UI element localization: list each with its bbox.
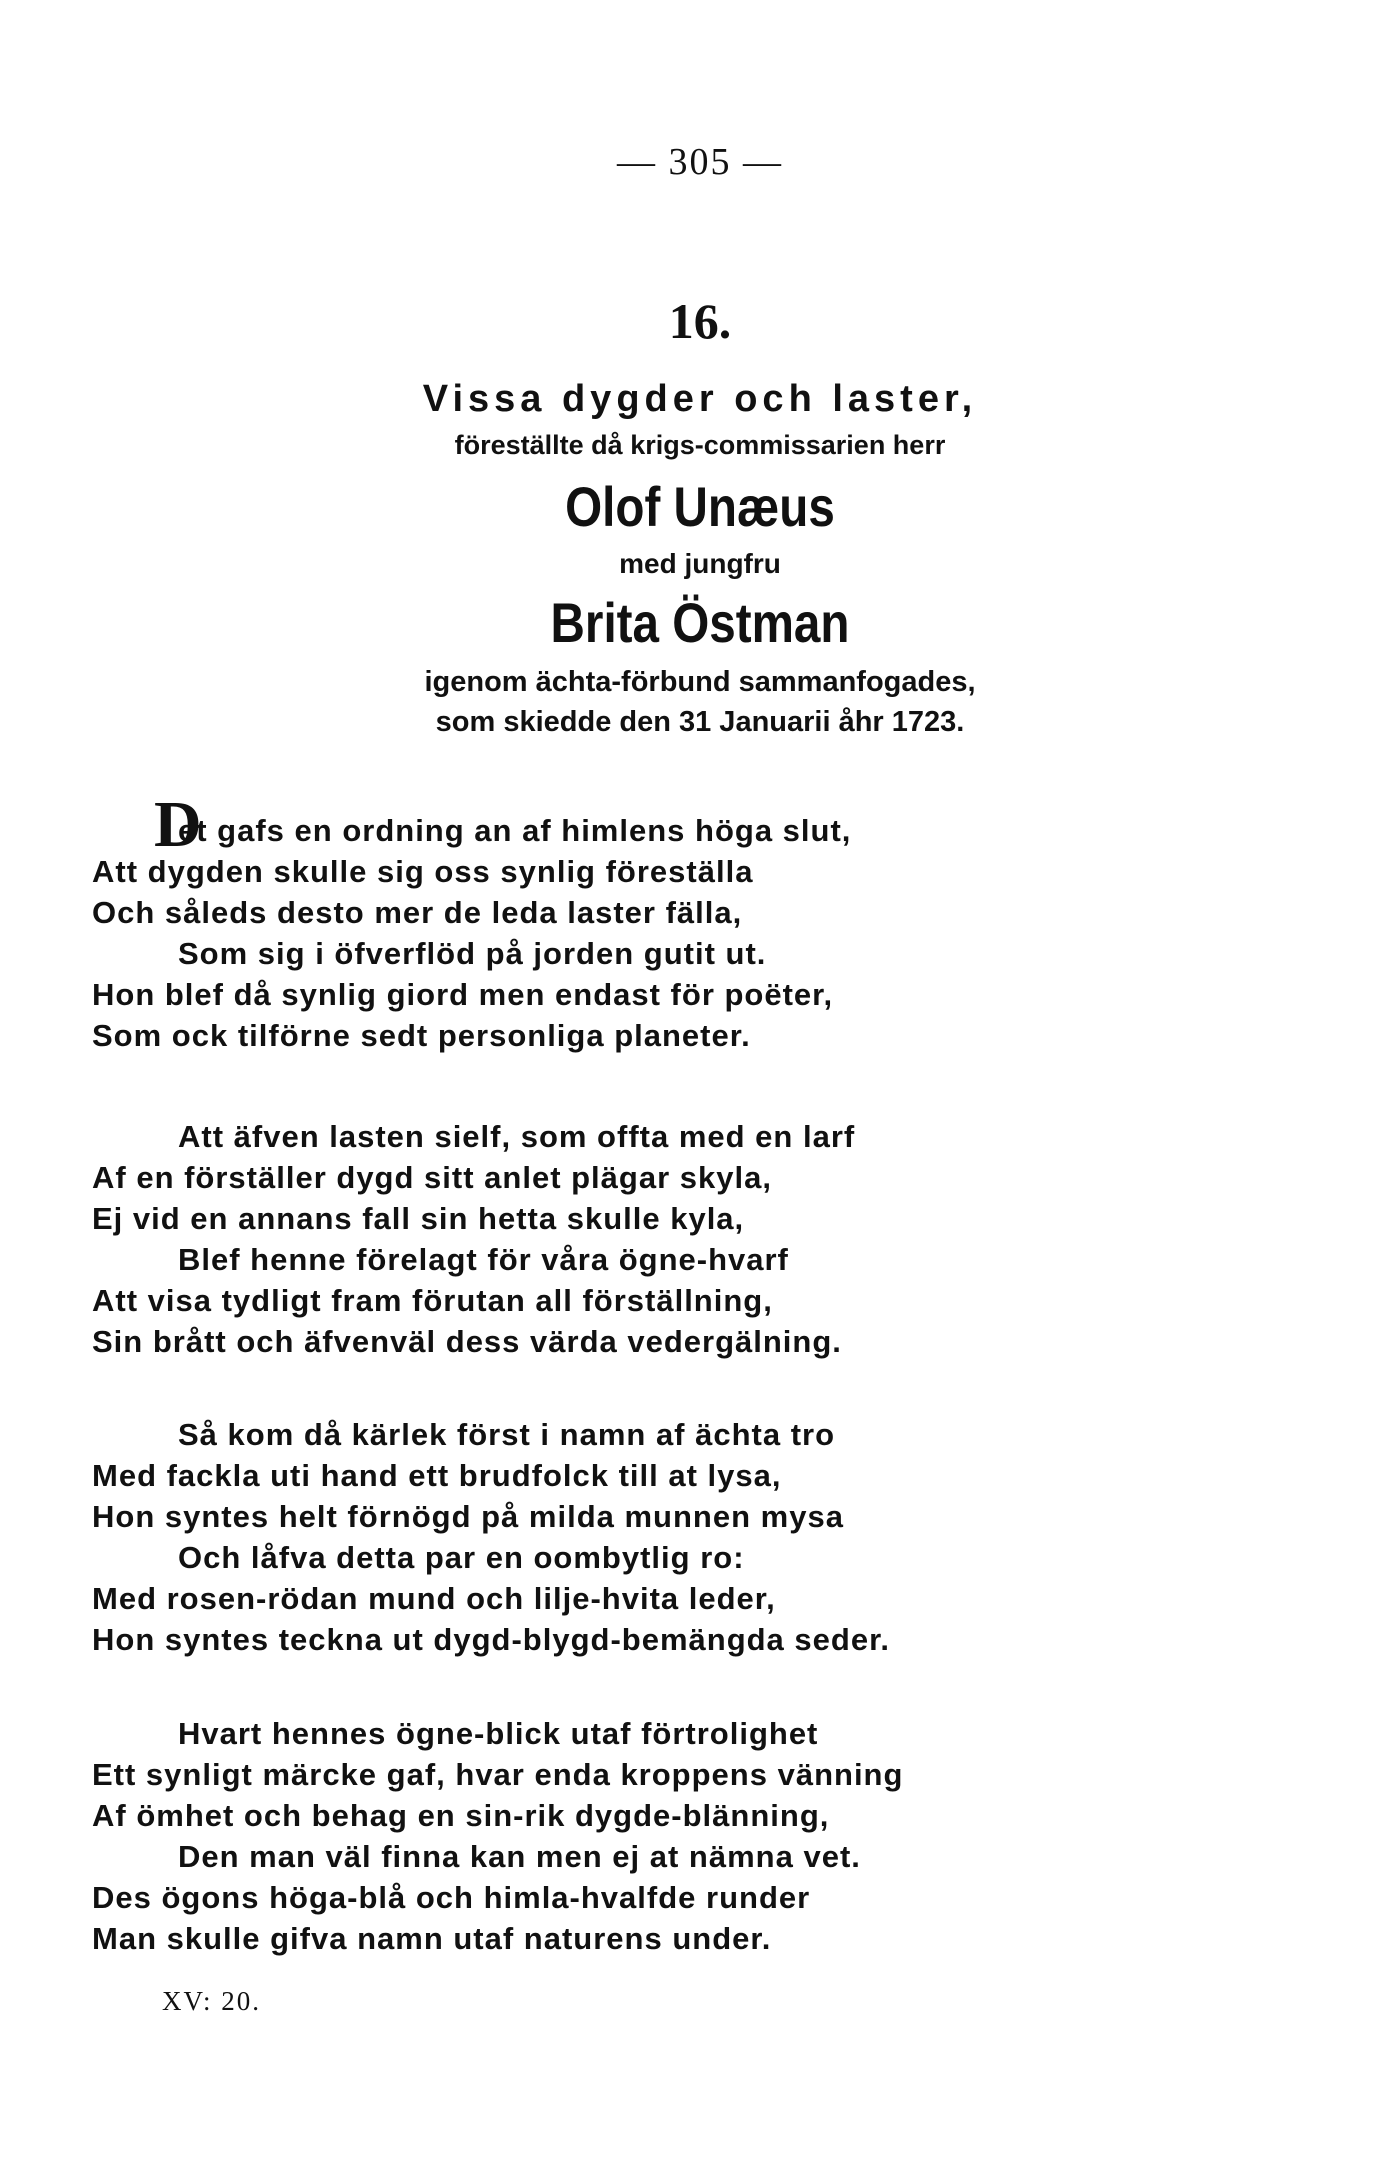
poem-line: Med fackla uti hand ett brudfolck till at lysa, bbox=[92, 1458, 782, 1493]
poem-line: Som sig i öfverflöd på jorden gutit ut. bbox=[178, 936, 767, 971]
poem-line: Hon syntes teckna ut dygd-blygd-bemängda seder. bbox=[92, 1622, 891, 1657]
poem-line: Att visa tydligt fram förutan all förställning, bbox=[92, 1283, 773, 1318]
poem-line: Hon blef då synlig giord men endast för poëter, bbox=[92, 977, 834, 1012]
poem-line: Den man väl finna kan men ej at nämna vet. bbox=[178, 1839, 861, 1874]
page-number: — 305 — bbox=[617, 141, 783, 183]
poem-line: Af ömhet och behag en sin-rik dygde-blänning, bbox=[92, 1798, 830, 1833]
title-line-1: Vissa dygder och laster, bbox=[422, 378, 978, 420]
stanza-1 bbox=[92, 788, 1312, 1056]
bride-name: Brita Östman bbox=[550, 591, 850, 654]
drop-cap: D bbox=[154, 788, 203, 861]
poem-line: Des ögons höga-blå och himla-hvalfde runder bbox=[92, 1880, 811, 1915]
poem-line: Man skulle gifva namn utaf naturens under. bbox=[92, 1921, 772, 1956]
poem-line: Af en förställer dygd sitt anlet plägar skyla, bbox=[92, 1160, 772, 1195]
poem-line: Blef henne förelagt för våra ögne-hvarf bbox=[178, 1242, 789, 1277]
poem-line bbox=[92, 788, 1312, 861]
poem-line: Att dygden skulle sig oss synlig föreställa bbox=[92, 854, 754, 889]
groom-name: Olof Unæus bbox=[565, 475, 835, 538]
poem-line: Sin brått och äfvenväl dess värda vedergälning. bbox=[92, 1324, 842, 1359]
title-line-2: föreställte då krigs-commissarien herr bbox=[454, 430, 946, 460]
stanza-4 bbox=[92, 1713, 1312, 1959]
poem-line: Som ock tilförne sedt personliga planeter. bbox=[92, 1018, 751, 1053]
poem-line: Ett synligt märcke gaf, hvar enda kroppens vänning bbox=[92, 1757, 904, 1792]
title-line-3: med jungfru bbox=[619, 548, 781, 579]
poem-line: Ej vid en annans fall sin hetta skulle kyla, bbox=[92, 1201, 745, 1236]
stanza-2 bbox=[92, 1116, 1312, 1362]
poem-line: Att äfven lasten sielf, som offta med en larf bbox=[178, 1119, 856, 1154]
poem-line: Och låfva detta par en oombytlig ro: bbox=[178, 1540, 745, 1575]
poem-line: Hon syntes helt förnögd på milda munnen mysa bbox=[92, 1499, 844, 1534]
stanza-3 bbox=[92, 1414, 1312, 1660]
title-line-4: igenom ächta-förbund sammanfogades, bbox=[424, 666, 976, 698]
poem-line: Och såleds desto mer de leda laster fälla, bbox=[92, 895, 743, 930]
title-line-5: som skiedde den 31 Januarii åhr 1723. bbox=[435, 706, 965, 738]
poem-line: Så kom då kärlek först i namn af ächta tro bbox=[178, 1417, 836, 1452]
poem-line: Med rosen-rödan mund och lilje-hvita leder, bbox=[92, 1581, 776, 1616]
poem-line-text: et gafs en ordning an af himlens höga slut, bbox=[178, 813, 852, 848]
poem-line: Hvart hennes ögne-blick utaf förtrolighet bbox=[178, 1716, 819, 1751]
poem-number: 16. bbox=[668, 293, 732, 349]
printer-signature-mark: XV: 20. bbox=[162, 1986, 261, 2016]
